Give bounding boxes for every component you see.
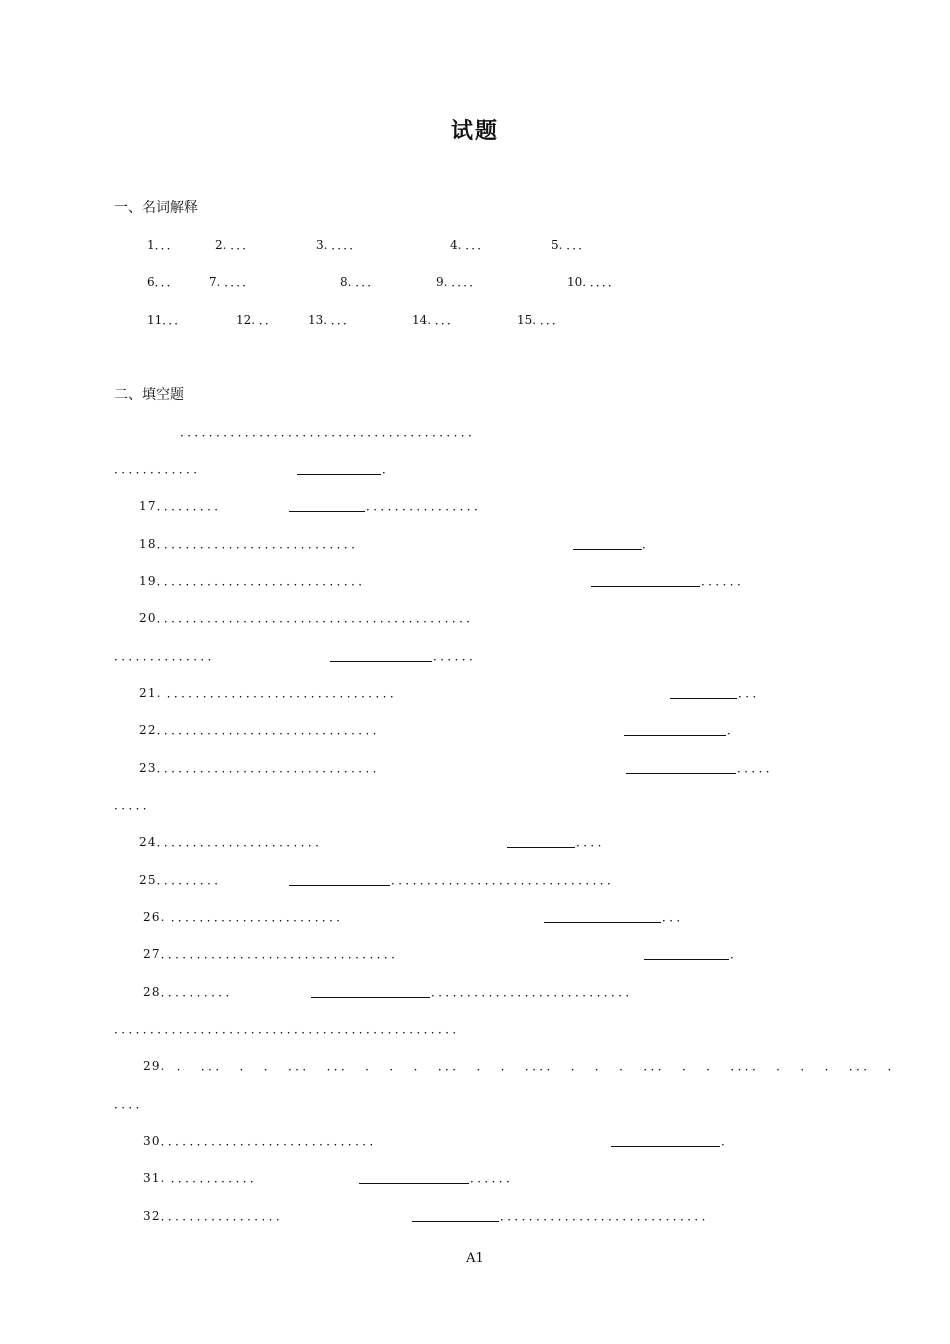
- question-text: ．．．．: [576, 835, 611, 849]
- page-footer: A1: [466, 1251, 484, 1266]
- answer-blank[interactable]: [544, 922, 661, 923]
- question-text: 30．．．．．．．．．．．．．．．．．．．．．．．．．．．．．．: [143, 1134, 383, 1148]
- question-text: ．．．: [738, 686, 766, 700]
- question-text: 17．．．．．．．．．: [139, 499, 228, 513]
- term-item: 12. ．．: [236, 313, 277, 327]
- answer-blank[interactable]: [359, 1183, 469, 1184]
- question-text: ．．．．．．．．．．．．．．．．．．．．．．．．．．．．．．．．．．．．．．．．．．．．．．．．: [114, 1022, 466, 1036]
- answer-blank[interactable]: [670, 698, 737, 699]
- answer-blank[interactable]: [591, 586, 700, 587]
- question-text: ．: [382, 462, 396, 476]
- term-item: 11．．．: [147, 313, 187, 327]
- term-item: 13. ．．．: [308, 313, 355, 327]
- question-text: 20．．．．．．．．．．．．．．．．．．．．．．．．．．．．．．．．．．．．．．．．．．．．: [139, 611, 480, 625]
- question-text: ．．．．: [114, 1097, 149, 1111]
- answer-blank[interactable]: [311, 997, 430, 998]
- question-text: 31. ．．．．．．．．．．．．: [143, 1171, 264, 1185]
- term-item: 7. ．．．．: [209, 275, 255, 289]
- question-text: ．．．．．: [737, 761, 780, 775]
- question-text: ．．．．．．．．．．．．．．．．．．．．．．．．．．．．．．．．．．．．．．．．．: [180, 425, 482, 439]
- answer-blank[interactable]: [412, 1221, 499, 1222]
- question-text: ．．．．．．: [470, 1171, 520, 1185]
- answer-blank[interactable]: [624, 735, 726, 736]
- answer-blank[interactable]: [289, 885, 390, 886]
- question-text: ．．．．．．．．．．．．．．．．．．．．．．．．．．．．: [431, 985, 639, 999]
- question-text: 21. ．．．．．．．．．．．．．．．．．．．．．．．．．．．．．．．．: [139, 686, 404, 700]
- question-text: ．．．．．．．．．．．．．．．．: [366, 499, 488, 513]
- question-text: ．．．: [662, 910, 690, 924]
- question-text: ．．．．．．．．．．．．．．．．．．．．．．．．．．．．．．．: [391, 873, 621, 887]
- question-text: ．．．．．．: [433, 649, 483, 663]
- question-text: ．: [642, 537, 656, 551]
- question-text: ．．．．．: [114, 798, 157, 812]
- question-text: 28．．．．．．．．．．: [143, 985, 239, 999]
- term-item: 2. ．．．: [215, 238, 255, 252]
- answer-blank[interactable]: [644, 959, 729, 960]
- section-heading-terms: 一、名词解释: [114, 200, 198, 216]
- term-item: 1．．．: [147, 238, 179, 252]
- term-item: 3. ．．．．: [316, 238, 362, 252]
- term-item: 9. ．．．．: [436, 275, 482, 289]
- question-text: 29. ． ．．． ． ． ．．． ．．． ． ． ． ．．． ． ． ．．．． ． ． ． ．．． ． ． ．．．． ． ． ． ．．． ．: [143, 1059, 901, 1073]
- term-item: 10. ．．．．: [567, 275, 620, 289]
- question-text: ．．．．．．．．．．．．．．．．．．．．．．．．．．．．．: [500, 1209, 715, 1223]
- question-text: 24．．．．．．．．．．．．．．．．．．．．．．．: [139, 835, 329, 849]
- question-text: ．: [727, 723, 741, 737]
- term-item: 6．．．: [147, 275, 179, 289]
- question-text: 26. ．．．．．．．．．．．．．．．．．．．．．．．．: [143, 910, 350, 924]
- term-item: 8. ．．．: [340, 275, 380, 289]
- question-text: 27．．．．．．．．．．．．．．．．．．．．．．．．．．．．．．．．．: [143, 947, 405, 961]
- answer-blank[interactable]: [507, 847, 575, 848]
- answer-blank[interactable]: [573, 549, 642, 550]
- answer-blank[interactable]: [297, 474, 381, 475]
- question-text: ．．．．．．: [701, 574, 751, 588]
- question-text: 22．．．．．．．．．．．．．．．．．．．．．．．．．．．．．．．: [139, 723, 386, 737]
- question-text: ．．．．．．．．．．．．: [114, 462, 207, 476]
- question-text: 18．．．．．．．．．．．．．．．．．．．．．．．．．．．．: [139, 537, 365, 551]
- section-heading-fill-blank: 二、填空题: [114, 387, 184, 403]
- answer-blank[interactable]: [330, 661, 432, 662]
- question-text: ．．．．．．．．．．．．．．: [114, 649, 221, 663]
- term-item: 14. ．．．: [412, 313, 459, 327]
- question-text: ．: [730, 947, 744, 961]
- question-text: 32．．．．．．．．．．．．．．．．．: [143, 1209, 290, 1223]
- term-item: 15. ．．．: [517, 313, 564, 327]
- answer-blank[interactable]: [626, 773, 736, 774]
- question-text: 25．．．．．．．．．: [139, 873, 228, 887]
- answer-blank[interactable]: [611, 1146, 720, 1147]
- question-text: ．: [721, 1134, 735, 1148]
- question-text: 23．．．．．．．．．．．．．．．．．．．．．．．．．．．．．．．: [139, 761, 386, 775]
- term-item: 5. ．．．: [551, 238, 591, 252]
- page-title: 试题: [450, 119, 499, 144]
- question-text: 19．．．．．．．．．．．．．．．．．．．．．．．．．．．．．: [139, 574, 372, 588]
- answer-blank[interactable]: [289, 511, 365, 512]
- term-item: 4. ．．．: [450, 238, 490, 252]
